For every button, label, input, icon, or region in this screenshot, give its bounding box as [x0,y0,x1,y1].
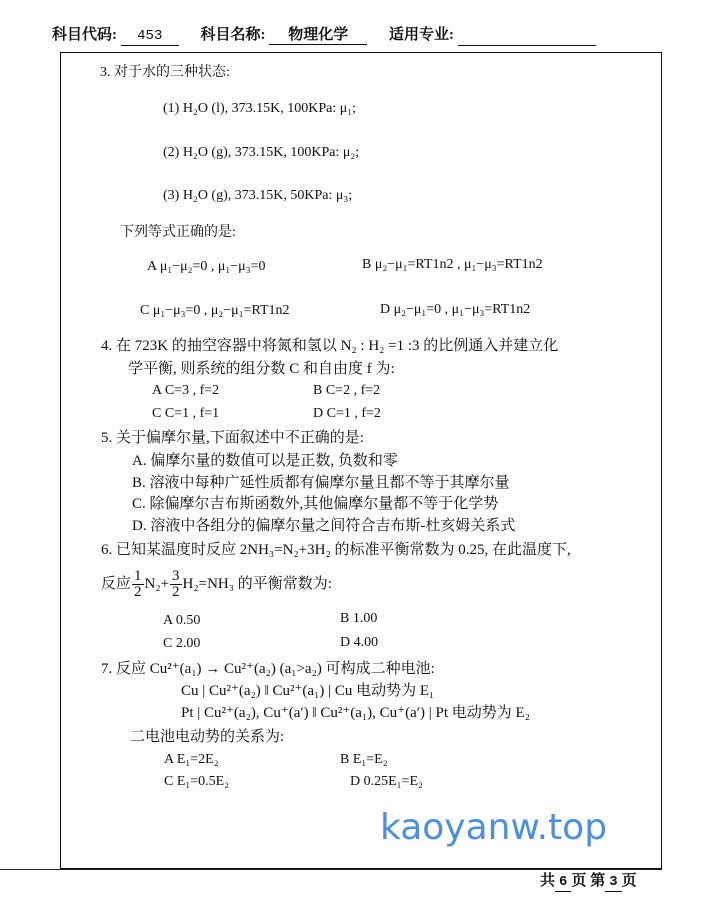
q3-stem: 3. 对于水的三种状态: [100,65,230,80]
q3-option-a: A μ₁−μ₂=0 , μ₁−μ₃=0 [147,259,266,274]
q5-option-a: A. 偏摩尔量的数值可以是正数, 负数和零 [132,453,398,469]
numerator: 3 [172,568,180,585]
q4-line-2: 学平衡, 则系统的组分数 C 和自由度 f 为: [128,361,395,377]
q3-option-b: B μ₂−μ₁=RT1n2 , μ₁−μ₃=RT1n2 [362,257,543,272]
footer-text: 页 [571,873,587,889]
major-field [458,29,596,46]
footer-text: 页 [621,873,637,889]
q6-text: 反应 [101,576,132,592]
q7-option-d: D 0.25E₁=E₂ [350,774,423,789]
q6-option-a: A 0.50 [163,613,201,628]
q6-option-b: B 1.00 [340,611,378,626]
page-indicator [540,872,637,892]
q3-option-c: C μ₁−μ₃=0 , μ₂−μ₁=RT1n2 [140,303,290,318]
q5-stem: 5. 关于偏摩尔量,下面叙述中不正确的是: [101,430,364,446]
q6-text: H₂=NH₃ 的平衡常数为: [182,576,332,592]
q3-state-1: (1) H₂O (l), 373.15K, 100KPa: μ₁; [163,101,357,116]
numerator: 1 [134,568,142,585]
q7-option-b: B E₁=E₂ [340,752,388,767]
footer-text: 第 [590,873,606,889]
q7-option-a: A E₁=2E₂ [164,752,219,767]
bottom-rule [0,869,662,870]
fraction-half [132,569,144,600]
q7-option-c: C E₁=0.5E₂ [164,774,230,789]
q3-state-2: (2) H₂O (g), 373.15K, 100KPa: μ₂; [163,145,360,160]
major-label: 适用专业: [389,27,454,43]
footer-text: 共 [540,873,556,889]
q3-prompt: 下列等式正确的是: [120,225,236,240]
q5-option-d: D. 溶液中各组分的偏摩尔量之间符合吉布斯-杜亥姆关系式 [132,518,516,534]
subject-name: 物理化学 [269,26,367,45]
header [52,26,596,46]
q7-prompt: 二电池电动势的关系为: [130,729,285,745]
q4-option-c: C C=1 , f=1 [152,406,220,421]
current-page: 3 [605,873,621,892]
denominator: 2 [172,584,180,601]
denominator: 2 [134,584,142,601]
q4-option-b: B C=2 , f=2 [313,383,381,398]
q7-cell-1: Cu | Cu²⁺(a₂) ‖ Cu²⁺(a₁) | Cu 电动势为 E₁ [181,683,435,699]
q7-stem: 7. 反应 Cu²⁺(a₁) → Cu²⁺(a₂) (a₁>a₂) 可构成二种电池: [101,661,435,677]
q6-option-c: C 2.00 [163,636,201,651]
q4-line-1: 4. 在 723K 的抽空容器中将氮和氢以 N₂ : H₂ =1 :3 的比例通入并建立化 [101,338,559,354]
subject-code: 453 [121,27,179,46]
q7-cell-2: Pt | Cu²⁺(a₂), Cu⁺(a′) ‖ Cu²⁺(a₁), Cu⁺(a′) | Pt 电动势为 E₂ [181,705,530,721]
q6-line-1: 6. 已知某温度时反应 2NH₃=N₂+3H₂ 的标准平衡常数为 0.25, 在此温度下, [101,542,571,558]
watermark: kaoyanw.top [380,807,608,848]
q6-text: N₂+ [144,576,170,592]
q3-option-d: D μ₂−μ₁=0 , μ₁−μ₃=RT1n2 [380,302,531,317]
q4-option-a: A C=3 , f=2 [152,383,220,398]
subject-code-label: 科目代码: [52,27,117,43]
fraction-three-halves [170,569,182,600]
q5-option-b: B. 溶液中每种广延性质都有偏摩尔量且都不等于其摩尔量 [132,475,510,491]
total-pages: 6 [555,873,571,892]
q4-option-d: D C=1 , f=2 [313,406,381,421]
q5-option-c: C. 除偏摩尔吉布斯函数外,其他偏摩尔量都不等于化学势 [132,496,499,512]
q3-state-3: (3) H₂O (g), 373.15K, 50KPa: μ₃; [163,188,353,203]
subject-name-label: 科目名称: [200,27,266,43]
q6-line-2 [101,567,332,601]
q6-option-d: D 4.00 [340,635,379,650]
